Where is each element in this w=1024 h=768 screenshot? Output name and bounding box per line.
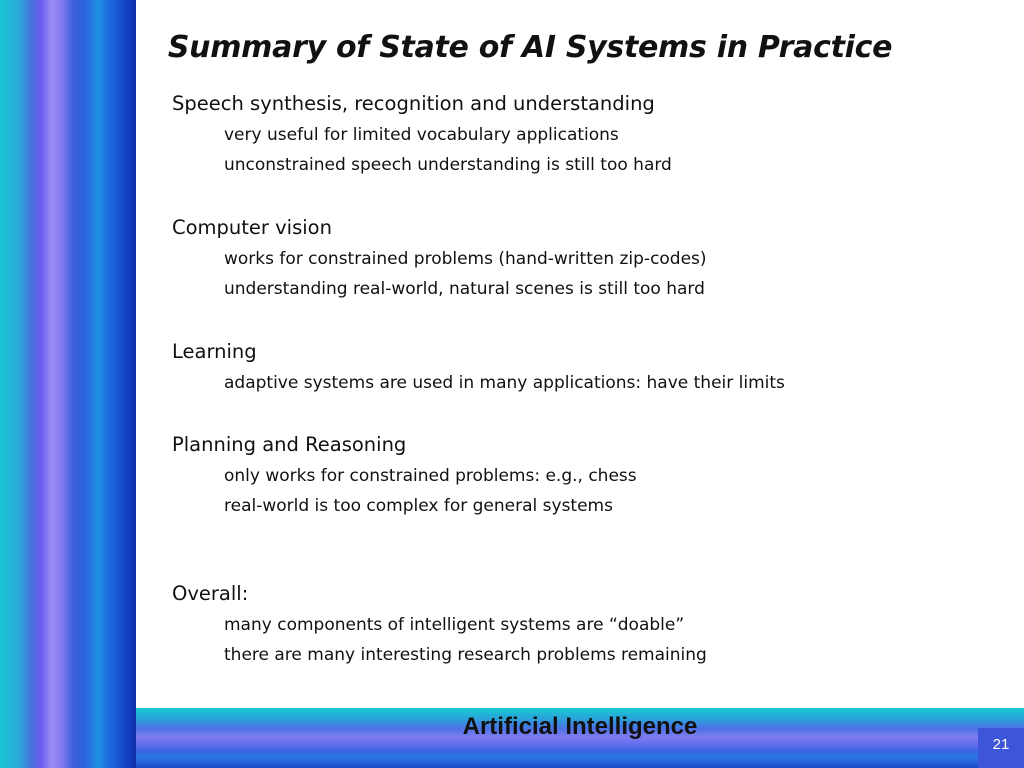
footer-bar	[136, 708, 1024, 768]
section-item-planning-2: real-world is too complex for general systems	[224, 496, 613, 516]
section-item-planning-1: only works for constrained problems: e.g., chess	[224, 466, 637, 486]
page-number: 21	[992, 736, 1010, 753]
section-item-overall-2: there are many interesting research problems remaining	[224, 645, 707, 665]
section-heading-overall: Overall:	[172, 582, 249, 605]
section-item-learning-1: adaptive systems are used in many applications: have their limits	[224, 373, 785, 393]
section-item-vision-1: works for constrained problems (hand-written zip-codes)	[224, 249, 707, 269]
page-number-panel	[978, 728, 1024, 768]
section-item-vision-2: understanding real-world, natural scenes is still too hard	[224, 279, 705, 299]
slide-title: Summary of State of AI Systems in Practice	[167, 30, 893, 65]
left-decorative-bar	[0, 0, 136, 768]
section-heading-learning: Learning	[172, 340, 257, 363]
section-item-speech-2: unconstrained speech understanding is still too hard	[224, 155, 672, 175]
section-item-speech-1: very useful for limited vocabulary applications	[224, 125, 619, 145]
section-item-overall-1: many components of intelligent systems are “doable”	[224, 615, 685, 635]
section-heading-speech: Speech synthesis, recognition and understanding	[172, 92, 655, 115]
section-heading-vision: Computer vision	[172, 216, 332, 239]
section-heading-planning: Planning and Reasoning	[172, 433, 407, 456]
footer-title: Artificial Intelligence	[462, 713, 698, 740]
